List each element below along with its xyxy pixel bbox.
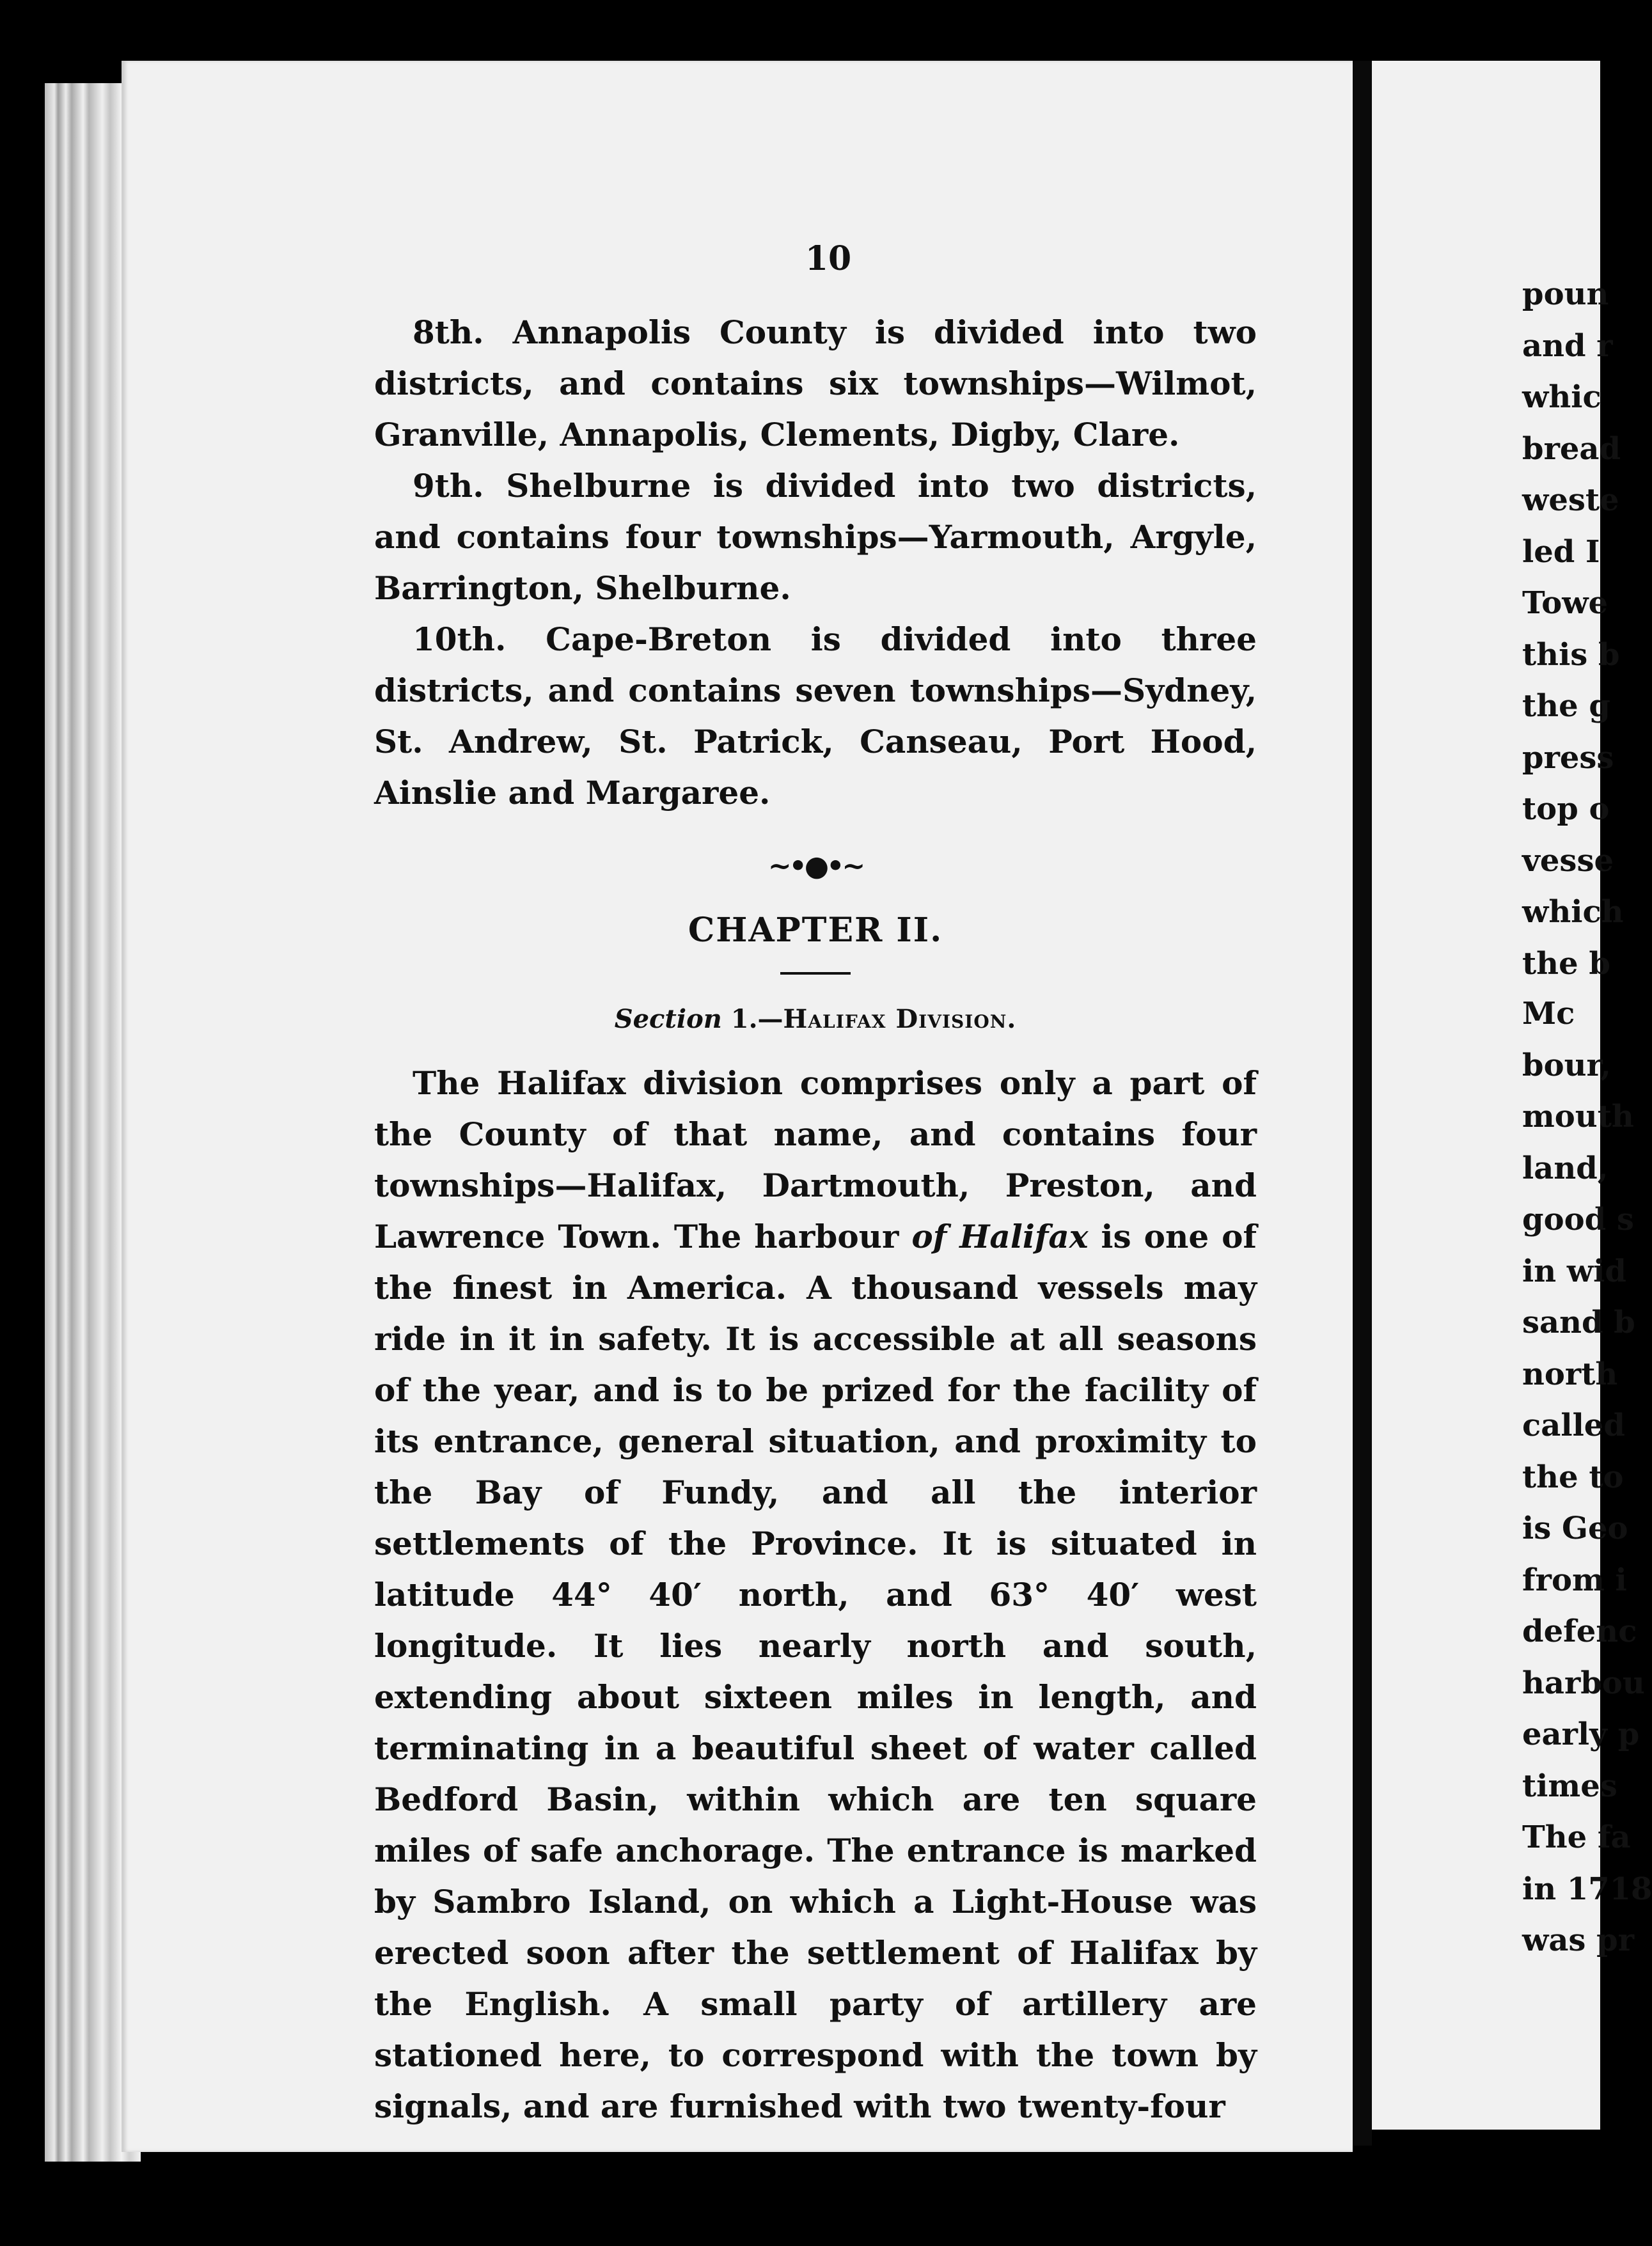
halifax-text-part1: The Halifax division comprises only a part of the County of that name, and contains four townships—Halifax, Dartmouth, Preston, and Lawrence Town. The harbour [374,1064,1257,1255]
right-page-line-fragment: The fa [1522,1819,1631,1855]
right-page-line-fragment: which [1522,894,1624,930]
right-page-line-fragment: was pr [1522,1922,1635,1958]
right-page-line-fragment: harbou [1522,1665,1645,1701]
page-content [374,237,1257,2132]
right-page-line-fragment: vesse [1522,842,1614,879]
paragraph-shelburne: 9th. Shelburne is divided into two districts, and contains four townships—Yarmouth, Argyle, Barrington, Shelburne. [374,467,1257,607]
right-page-line-fragment: defenc [1522,1614,1637,1649]
right-page-line-fragment: the to [1522,1459,1624,1495]
right-page-line-fragment: sand b [1522,1305,1635,1340]
chapter-title: CHAPTER II. [688,911,943,950]
right-page-line-fragment: weste [1522,482,1619,518]
gutter-shadow [1353,61,1372,2146]
right-page-line-fragment: in 1718 [1522,1871,1652,1907]
paragraph-annapolis: 8th. Annapolis County is divided into two districts, and contains six townships—Wilmot, Granville, Annapolis, Clements, Digby, Clare. [374,313,1257,453]
right-page-line-fragment: Towe [1522,585,1609,621]
right-page-line-fragment: good s [1522,1202,1634,1237]
right-page-line-fragment: the g [1522,688,1610,724]
right-page-line-fragment: from i [1522,1562,1627,1598]
ornament-divider: ~•●•~ [767,850,863,883]
halifax-text-part2: is one of the finest in America. A thousand vessels may ride in it in safety. It is accessible at all seasons of the year, and is to be prized for the facility of its entrance, general situation, and proximity to the Bay of Fundy, and all the interior settlements of the Province. It is situated in latitude 44° 40′ north, and 63° 40′ west longitude. It lies nearly north and south, extending about sixteen miles in length, and terminating in a beautiful sheet of water called Bedford Basin, within which are ten square miles of safe anchorage. The entrance is marked by Sambro Island, on which a Light-House was erected soon after the settlement of Halifax by the English. A small party of artillery are stationed here, to correspond with the town by signals, and are furnished with two twenty-four [374,1218,1257,2125]
right-page-line-fragment: early p [1522,1716,1640,1752]
right-page-line-fragment: this b [1522,636,1620,673]
right-page-line-fragment: press [1522,739,1614,776]
right-page-line-fragment: top o [1522,791,1610,827]
right-page-line-fragment: led I [1522,533,1600,570]
right-page-line-fragment: mouth [1522,1099,1634,1135]
right-page-line-fragment: whic [1522,379,1601,415]
right-page-line-fragment: poun [1522,276,1609,312]
right-page-line-fragment: bour, [1522,1047,1611,1083]
section-title: Halifax Division. [783,1004,1017,1034]
chapter-rule [780,972,851,975]
halifax-italic: of Halifax [911,1218,1089,1255]
right-page-line-fragment: and r [1522,327,1613,364]
section-heading [374,1000,1257,1039]
right-page-line-fragment: is Geo [1522,1511,1628,1546]
right-page-line-fragment: in wid [1522,1253,1626,1289]
right-page-line-fragment: the b [1522,945,1610,982]
right-page-line-fragment: north [1522,1356,1618,1392]
paragraph-cape-breton: 10th. Cape-Breton is divided into three districts, and contains seven townships—Sydney, St. Andrew, St. Patrick, Canseau, Port Hood, Ainslie and Margaree. [374,620,1257,812]
right-page-line-fragment: bread [1522,430,1621,467]
section-number: 1.— [730,1004,783,1034]
right-page-line-fragment: land, [1522,1150,1609,1186]
right-page-line-fragment: Mc [1522,996,1575,1032]
paragraph-halifax [374,1058,1257,2132]
right-page-line-fragment: called [1522,1408,1625,1443]
section-label: Section [614,1004,722,1034]
right-page-line-fragment: times [1522,1768,1617,1804]
page-number: 10 [805,239,852,278]
